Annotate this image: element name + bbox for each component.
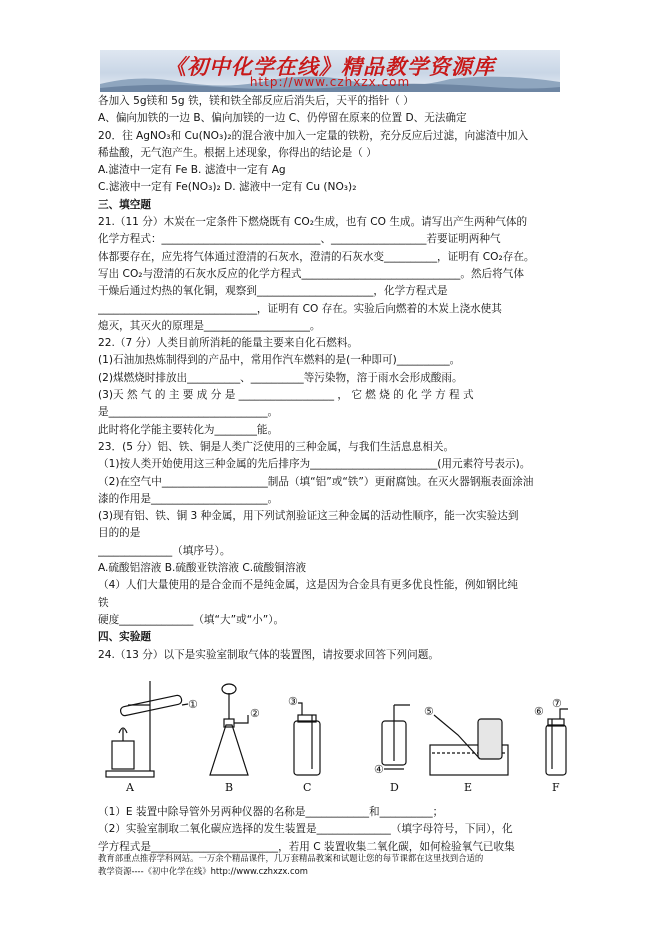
text-line: 写出 CO₂与澄清的石灰水反应的化学方程式______________________________。然后将气体 — [98, 267, 524, 280]
text-line: (2)煤燃烧时排放出__________、__________等污染物，溶于雨水会形成酸雨。 — [98, 371, 463, 384]
text-line: 学方程式是________________________，若用 C 装置收集二氧化碳，如何检验氧气已收集 — [98, 840, 515, 853]
marker-2: ② — [250, 707, 260, 720]
question-24-parts — [98, 804, 568, 856]
text-line: ______________（填序号）。 — [98, 544, 231, 557]
footer-line: 教学资源----《初中化学在线》http://www.czhxzx.com — [98, 866, 308, 876]
text-line: 此时将化学能主要转化为________能。 — [98, 423, 279, 436]
text-line: 目的的是 — [98, 527, 141, 540]
text-line: ______________________________，证明有 CO 存在。实验后向燃着的木炭上浇水使其 — [98, 302, 502, 315]
text-line: 21.（11 分）木炭在一定条件下燃烧既有 CO₂生成，也有 CO 生成。请写出产生两种气体的 — [98, 216, 528, 229]
footer-note — [98, 852, 568, 878]
label-a: A — [126, 781, 134, 794]
apparatus-c — [294, 703, 320, 775]
text-line: 铁 — [98, 596, 109, 609]
label-c: C — [303, 781, 312, 794]
text-line: （1）E 装置中除导管外另两种仪器的名称是____________和__________； — [98, 806, 444, 818]
label-d: D — [390, 781, 399, 794]
text-line: 干燥后通过灼热的氧化铜，观察到______________________，化学方程式是 — [98, 285, 448, 298]
banner-url[interactable]: http://www.czhxzx.com — [249, 75, 411, 89]
text-line: 稀盐酸，无气泡产生。根据上述现象，你得出的结论是（ ） — [98, 146, 377, 159]
text-line: 22.（7 分）人类目前所消耗的能量主要来自化石燃料。 — [98, 337, 359, 350]
apparatus-f — [546, 709, 568, 775]
marker-6: ⑥ — [534, 705, 544, 718]
apparatus-d — [382, 705, 410, 769]
apparatus-b — [210, 684, 248, 775]
text-line: A.滤渣中一定有 Fe B. 滤渣中一定有 Ag — [98, 164, 286, 177]
text-line: 熄灭，其灭火的原理是____________________。 — [98, 319, 321, 332]
marker-4: ④ — [374, 763, 384, 776]
marker-1: ① — [188, 698, 198, 711]
text-line: （2）实验室制取二氧化碳应选择的发生装置是______________（填字母符号，下同），化 — [98, 823, 513, 836]
text-line: 化学方程式：______________________________、__________________若要证明两种气 — [98, 233, 501, 246]
text-line: 漆的作用是______________________。 — [98, 492, 279, 505]
question-text — [98, 93, 568, 664]
label-b: B — [225, 781, 234, 794]
text-line: 是______________________________。 — [98, 406, 279, 419]
label-e: E — [464, 781, 473, 794]
apparatus-a — [106, 681, 188, 777]
text-line: C.滤液中一定有 Fe(NO₃)₂ D. 滤液中一定有 Cu (NO₃)₂ — [98, 181, 357, 194]
text-line: A、偏向加铁的一边 B、偏向加镁的一边 C、仍停留在原来的位置 D、无法确定 — [98, 112, 467, 125]
text-line: （2)在空气中____________________制品（填“铝”或“铁”）更耐腐蚀。在灭火器钢瓶表面涂油 — [98, 475, 534, 488]
section-heading: 三、填空题 — [98, 198, 151, 211]
lab-apparatus-figure — [98, 675, 568, 795]
header-banner — [100, 50, 560, 92]
footer-line: 教育部重点推荐学科网站。一万余个精品课件，几万套精品教案和试题让您的每节课都在这里找到合适的 — [98, 853, 484, 863]
text-line: (3)天 然 气 的 主 要 成 分 是 __________________ ， 它 燃 烧 的 化 学 方 程 式 — [98, 389, 474, 402]
label-f: F — [552, 781, 560, 794]
marker-7: ⑦ — [552, 697, 562, 710]
text-line: （1)按人类开始使用这三种金属的先后排序为________________________(用元素符号表示)。 — [98, 458, 531, 471]
text-line: (3)现有铝、铁、铜 3 种金属，用下列试剂验证这三种金属的活动性顺序，能一次实验达到 — [98, 510, 519, 523]
marker-5: ⑤ — [424, 705, 434, 718]
text-line: 20．往 AgNO₃和 Cu(NO₃)₂的混合液中加入一定量的铁粉，充分反应后过滤，向滤渣中加入 — [98, 129, 529, 142]
marker-3: ③ — [288, 695, 298, 708]
text-line: 23．(5 分）铝、铁、铜是人类广泛使用的三种金属，与我们生活息息相关。 — [98, 440, 455, 453]
text-line: 体都要存在，应先将气体通过澄清的石灰水，澄清的石灰水变__________，证明有 CO₂存在。 — [98, 250, 535, 263]
text-line: 各加入 5g镁和 5g 铁，镁和铁全部反应后消失后，天平的指针（ ） — [98, 95, 414, 107]
apparatus-e — [430, 715, 508, 775]
text-line: 硬度______________（填“大”或“小”）。 — [98, 613, 285, 626]
text-line: (1)石油加热炼制得到的产品中，常用作汽车燃料的是(一种即可)__________。 — [98, 354, 461, 367]
text-line: A.硫酸铝溶液 B.硫酸亚铁溶液 C.硫酸铜溶液 — [98, 562, 307, 575]
section-heading: 四、实验题 — [98, 631, 151, 644]
banner-title: 《初中化学在线》精品教学资源库 — [165, 54, 495, 79]
text-line: 24.（13 分）以下是实验室制取气体的装置图，请按要求回答下列问题。 — [98, 648, 439, 661]
text-line: （4）人们大量使用的是合金而不是纯金属，这是因为合金具有更多优良性能，例如钢比纯 — [98, 579, 518, 592]
